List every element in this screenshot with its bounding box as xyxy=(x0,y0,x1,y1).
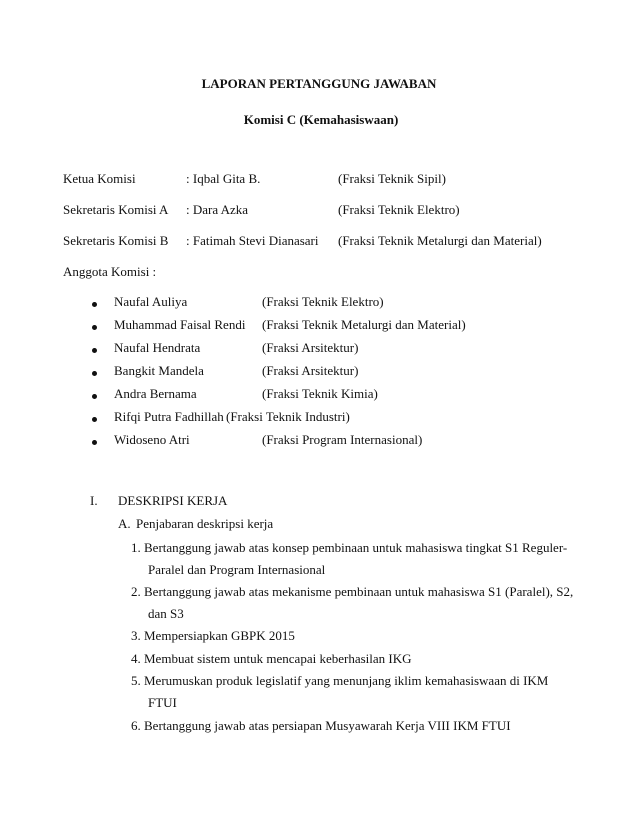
job-item-line: 2. Bertanggung jawab atas mekanisme pembinaan untuk mahasiswa S1 (Paralel), S2, xyxy=(131,584,574,599)
member-name: Widoseno Atri xyxy=(114,432,190,447)
member-faction: (Fraksi Teknik Kimia) xyxy=(262,386,378,401)
bullet-icon xyxy=(92,417,97,422)
bullet-icon xyxy=(92,394,97,399)
bullet-icon xyxy=(92,440,97,445)
member-name: Rifqi Putra Fadhillah xyxy=(114,409,224,424)
member-name: Andra Bernama xyxy=(114,386,197,401)
job-item-continuation: dan S3 xyxy=(148,606,184,621)
officer-faction: (Fraksi Teknik Metalurgi dan Material) xyxy=(338,233,542,248)
officer-name: : Iqbal Gita B. xyxy=(186,171,261,186)
officer-name: : Dara Azka xyxy=(186,202,249,217)
job-item-continuation: Paralel dan Program Internasional xyxy=(148,562,326,577)
member-name: Naufal Hendrata xyxy=(114,340,201,355)
members-label: Anggota Komisi : xyxy=(63,264,157,279)
job-item-continuation: FTUI xyxy=(148,695,177,710)
member-name: Bangkit Mandela xyxy=(114,363,204,378)
document-subtitle: Komisi C (Kemahasiswaan) xyxy=(243,112,399,127)
subsection-label: A. xyxy=(118,516,131,531)
member-faction: (Fraksi Teknik Elektro) xyxy=(262,294,384,309)
bullet-icon xyxy=(92,371,97,376)
officer-role: Sekretaris Komisi A xyxy=(63,202,169,217)
member-faction: (Fraksi Teknik Industri) xyxy=(226,409,350,424)
member-faction: (Fraksi Program Internasional) xyxy=(262,432,423,447)
subsection-heading: Penjabaran deskripsi kerja xyxy=(136,516,274,531)
member-name: Muhammad Faisal Rendi xyxy=(114,317,246,332)
member-faction: (Fraksi Arsitektur) xyxy=(262,340,359,355)
bullet-icon xyxy=(92,348,97,353)
bullet-icon xyxy=(92,325,97,330)
job-item-line: 4. Membuat sistem untuk mencapai keberhasilan IKG xyxy=(131,651,412,666)
officer-faction: (Fraksi Teknik Elektro) xyxy=(338,202,460,217)
section-heading: DESKRIPSI KERJA xyxy=(118,493,228,508)
section-number: I. xyxy=(90,493,98,508)
officer-faction: (Fraksi Teknik Sipil) xyxy=(338,171,446,186)
officer-name: : Fatimah Stevi Dianasari xyxy=(186,233,319,248)
job-item-line: 3. Mempersiapkan GBPK 2015 xyxy=(131,628,295,643)
bullet-icon xyxy=(92,302,97,307)
officer-role: Sekretaris Komisi B xyxy=(63,233,169,248)
member-name: Naufal Auliya xyxy=(114,294,188,309)
job-item-line: 5. Merumuskan produk legislatif yang menunjang iklim kemahasiswaan di IKM xyxy=(131,673,549,688)
job-item-line: 1. Bertanggung jawab atas konsep pembinaan untuk mahasiswa tingkat S1 Reguler- xyxy=(131,540,568,555)
member-faction: (Fraksi Teknik Metalurgi dan Material) xyxy=(262,317,466,332)
officer-role: Ketua Komisi xyxy=(63,171,136,186)
document-title: LAPORAN PERTANGGUNG JAWABAN xyxy=(201,76,437,91)
member-faction: (Fraksi Arsitektur) xyxy=(262,363,359,378)
job-item-line: 6. Bertanggung jawab atas persiapan Musyawarah Kerja VIII IKM FTUI xyxy=(131,718,511,733)
